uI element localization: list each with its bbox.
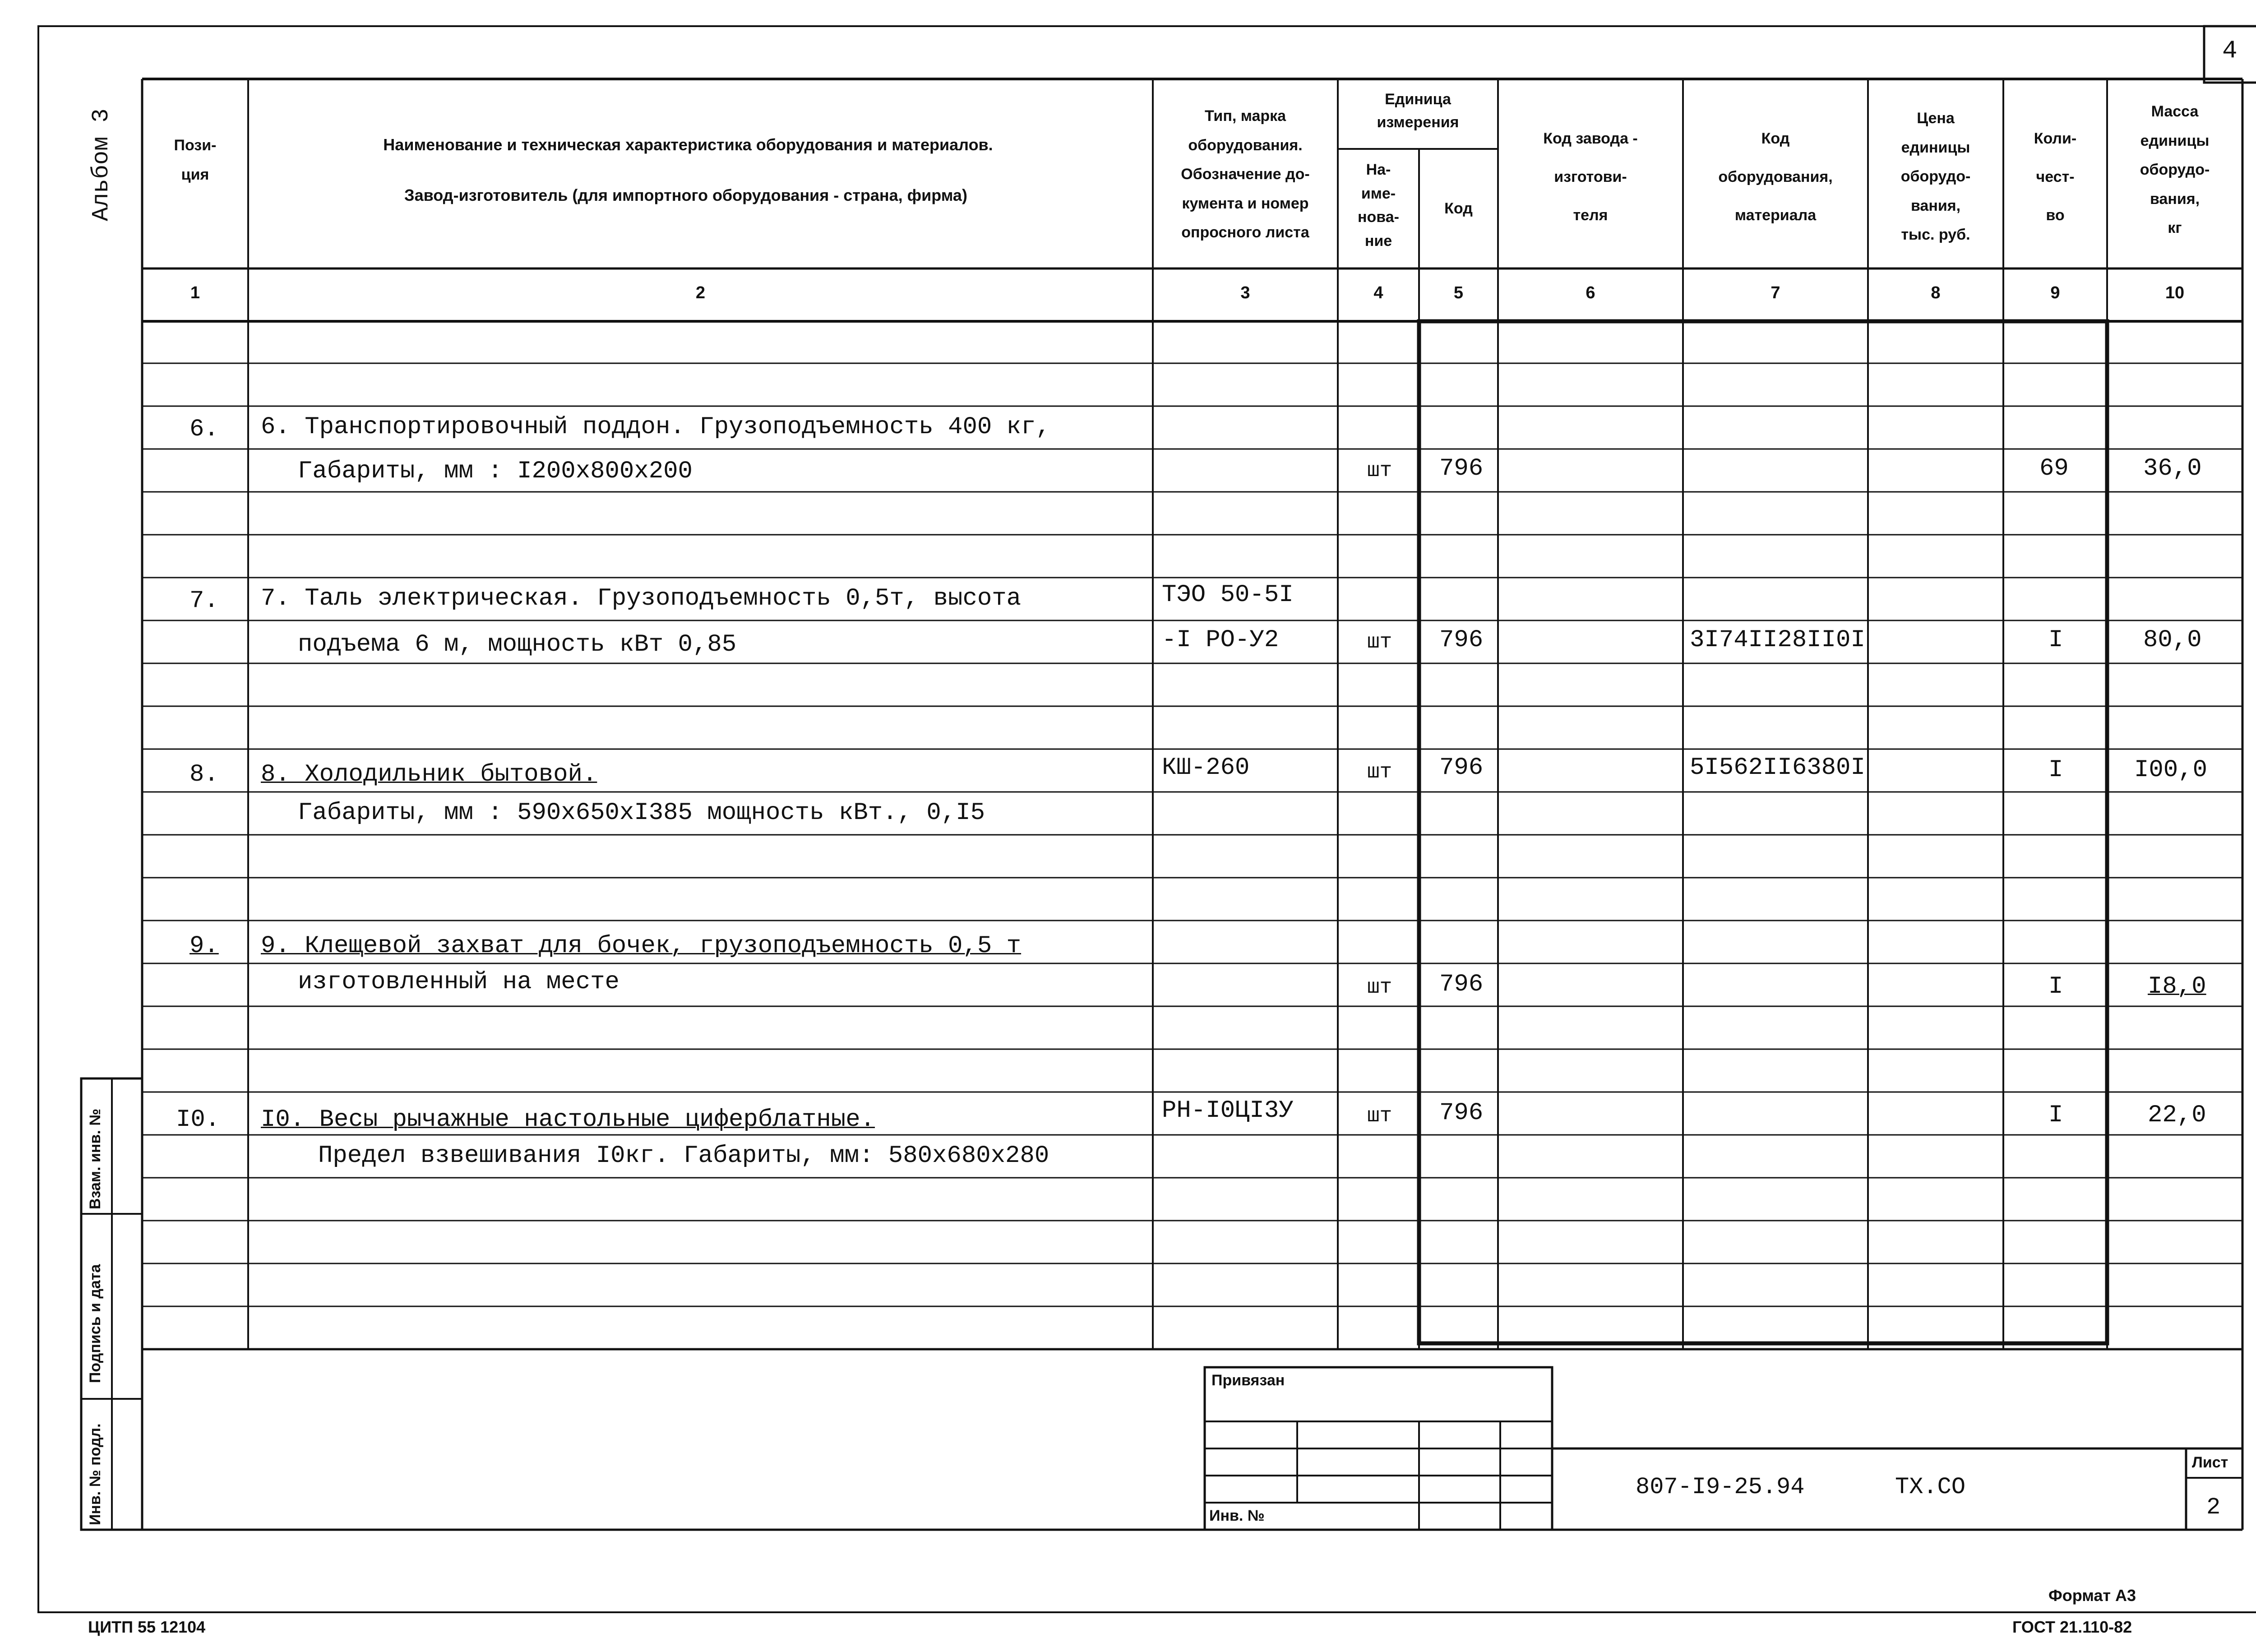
row-8-qty: I xyxy=(2048,756,2063,784)
row-7-unit: шт xyxy=(1367,630,1392,654)
header-col7: Код оборудования, материала xyxy=(1718,130,1833,224)
row-9-mass: I8,0 xyxy=(2148,973,2206,1000)
row-10-code: 796 xyxy=(1439,1099,1484,1127)
row-6-name-line1: 6. Транспортировочный поддон. Грузоподъемность 400 кг, xyxy=(261,413,1050,441)
col-number-2: 2 xyxy=(695,283,706,302)
row-9-code: 796 xyxy=(1439,971,1484,998)
row-10-qty: I xyxy=(2048,1101,2063,1129)
row-7-name-line1: 7. Таль электрическая. Грузоподъемность 0,5т, высота xyxy=(261,585,1022,612)
row-8-name-line1: 8. Холодильник бытовой. xyxy=(261,761,597,788)
row-6-unit: шт xyxy=(1367,459,1392,482)
footer-gost: ГОСТ 21.110-82 xyxy=(2012,1618,2132,1636)
col-number-3: 3 xyxy=(1240,283,1250,302)
row-9-position: 9. xyxy=(190,932,219,960)
footer-citp: ЦИТП 55 12104 xyxy=(88,1618,206,1636)
col-number-7: 7 xyxy=(1771,283,1780,302)
side-label-replace-inv: Взам. инв. № xyxy=(87,1108,104,1209)
side-label-sign-date: Подпись и дата xyxy=(87,1264,104,1383)
sheet-number: 2 xyxy=(2206,1494,2221,1521)
row-9-qty: I xyxy=(2048,973,2063,1000)
col-number-1: 1 xyxy=(190,283,200,302)
row-8-unit: шт xyxy=(1367,760,1392,784)
row-10-type-line1: РН-I0ЦI3У xyxy=(1162,1097,1294,1124)
row-8-type-line1: КШ-260 xyxy=(1162,754,1250,782)
header-col2: Наименование и техническая характеристика оборудования и материалов. Завод-изготовитель (для импортного оборудования - страна, фирма) xyxy=(383,135,993,204)
col-number-6: 6 xyxy=(1586,283,1595,302)
row-8-name-line2: Габариты, мм : 590x650xI385 мощность кВт., 0,I5 xyxy=(298,799,985,827)
row-7-mass: 80,0 xyxy=(2143,626,2202,654)
row-6-name-line2: Габариты, мм : I200x800x200 xyxy=(298,458,693,485)
side-label-inv-orig: Инв. № подл. xyxy=(87,1423,104,1525)
row-7-name-line2: подъема 6 м, мощность кВт 0,85 xyxy=(298,631,737,658)
row-7-code: 796 xyxy=(1439,626,1484,654)
header-col1: Пози- ция xyxy=(174,137,217,183)
footer-format: Формат А3 xyxy=(2048,1586,2136,1605)
row-10-unit: шт xyxy=(1367,1104,1392,1128)
col-number-4: 4 xyxy=(1373,283,1383,302)
header-col9: Коли- чест- во xyxy=(2034,130,2077,224)
header-col10: Масса единицы оборудо- вания, кг xyxy=(2140,103,2210,237)
row-8-code: 796 xyxy=(1439,754,1484,782)
header-col5: Код xyxy=(1444,200,1473,217)
col-number-5: 5 xyxy=(1453,283,1464,302)
row-7-qty: I xyxy=(2048,626,2063,654)
header-unit: Единица измерения xyxy=(1377,91,1459,131)
row-6-code: 796 xyxy=(1439,455,1484,482)
header-col4: На- име- нова- ние xyxy=(1358,161,1399,250)
row-6-position: 6. xyxy=(190,416,219,443)
col-number-10: 10 xyxy=(2165,283,2185,302)
row-9-name-line1: 9. Клещевой захват для бочек, грузоподъемность 0,5 т xyxy=(261,932,1022,960)
sheet-label: Лист xyxy=(2192,1454,2228,1471)
col-number-8: 8 xyxy=(1931,283,1941,302)
row-7-type-line1: ТЭО 50-5I xyxy=(1162,581,1294,609)
row-10-name-line1: I0. Весы рычажные настольные циферблатные. xyxy=(261,1106,875,1134)
stamp-bound-label: Привязан xyxy=(1211,1372,1285,1389)
header-col8: Цена единицы оборудо- вания, тыс. руб. xyxy=(1900,110,1971,244)
row-10-name-line2: Предел взвешивания I0кг. Габариты, мм: 580x680x280 xyxy=(318,1142,1049,1170)
row-7-equip-code: 3I74II28II0I xyxy=(1690,626,1865,654)
row-8-mass: I00,0 xyxy=(2134,756,2208,784)
document-mark: TX.CO xyxy=(1895,1474,1966,1500)
row-6-qty: 69 xyxy=(2039,455,2069,482)
row-8-equip-code: 5I562II6380I xyxy=(1690,754,1865,782)
corner-sheet-number: 4 xyxy=(2222,36,2238,65)
col-number-9: 9 xyxy=(2050,283,2060,302)
row-9-name-line2: изготовленный на месте xyxy=(298,968,619,996)
row-7-position: 7. xyxy=(190,587,219,615)
row-10-mass: 22,0 xyxy=(2148,1101,2206,1129)
row-8-position: 8. xyxy=(190,761,219,788)
row-7-type-line2: -I РО-У2 xyxy=(1162,626,1279,654)
album-label: Альбом 3 xyxy=(88,108,115,221)
row-6-mass: 36,0 xyxy=(2143,455,2202,482)
document-code: 807-I9-25.94 xyxy=(1636,1474,1805,1500)
row-10-position: I0. xyxy=(176,1106,220,1134)
header-col6: Код завода - изготови- теля xyxy=(1543,130,1638,224)
header-col3: Тип, марка оборудования. Обозначение до- кумента и номер опросного листа xyxy=(1181,107,1310,241)
stamp-inv-label: Инв. № xyxy=(1209,1507,1265,1524)
row-9-unit: шт xyxy=(1367,976,1392,999)
